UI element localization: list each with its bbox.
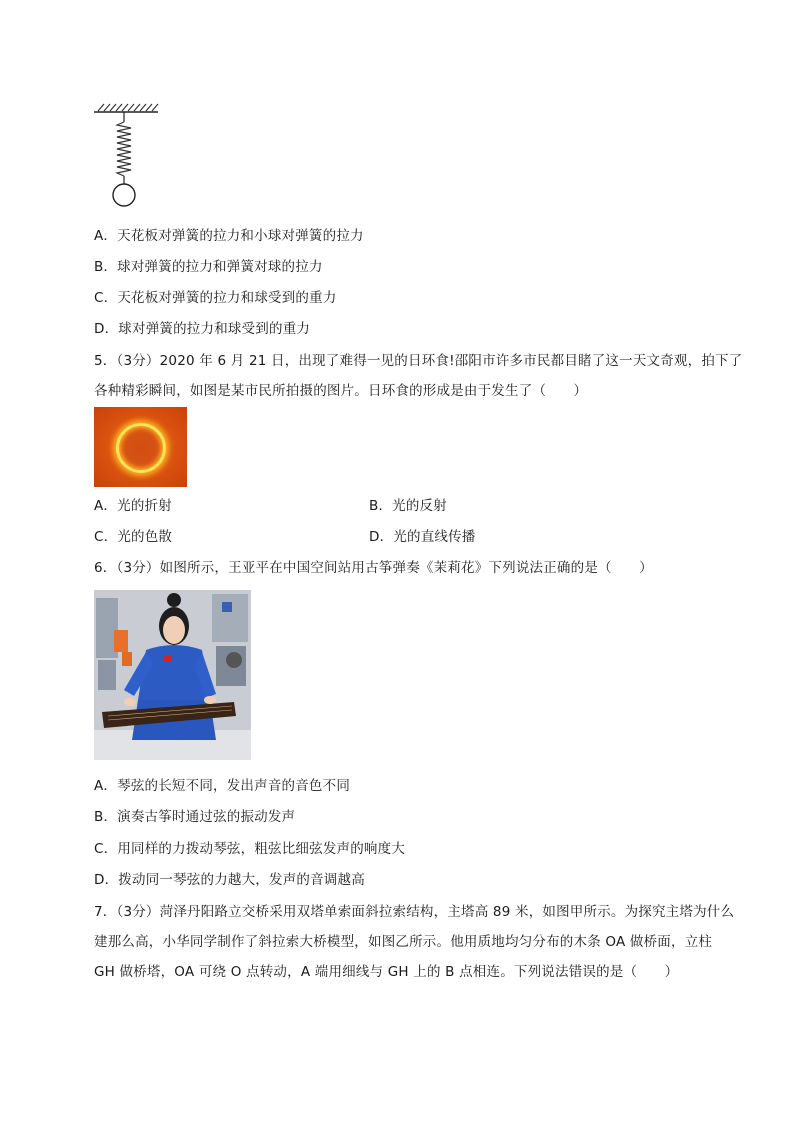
q5-option-c: C．光的色散 — [94, 529, 173, 545]
q7-stem-line1: 7．（3分）菏泽丹阳路立交桥采用双塔单索面斜拉索结构，主塔高 89 米，如图甲所示。为探究主塔为什么 — [94, 904, 735, 920]
q4-option-a: A．天花板对弹簧的拉力和小球对弹簧的拉力 — [94, 228, 364, 244]
q7-stem-line3: GH 做桥塔，OA 可绕 O 点转动，A 端用细线与 GH 上的 B 点相连。下列说法错误的是（ ） — [94, 964, 679, 980]
q5-option-d: D．光的直线传播 — [369, 529, 476, 545]
q6-option-b: B．演奏古筝时通过弦的振动发声 — [94, 809, 296, 825]
q6-option-c: C．用同样的力拨动琴弦，粗弦比细弦发声的响度大 — [94, 841, 406, 857]
q5-option-a: A．光的折射 — [94, 498, 172, 514]
q5-stem-line1: 5．（3分）2020 年 6 月 21 日，出现了难得一见的日环食!邵阳市许多市民都目睹了这一天文奇观，拍下了 — [94, 353, 743, 369]
q7-stem-line2: 建那么高，小华同学制作了斜拉索大桥模型，如图乙所示。他用质地均匀分布的木条 OA 做桥面，立柱 — [94, 934, 713, 950]
eclipse-ring — [116, 423, 166, 473]
q5-stem-line2: 各种精彩瞬间，如图是某市民所拍摄的图片。日环食的形成是由于发生了（ ） — [94, 383, 588, 399]
astronaut-illustration — [94, 590, 251, 760]
q4-option-c: C．天花板对弹簧的拉力和球受到的重力 — [94, 290, 337, 306]
spring-ball-figure — [90, 100, 162, 210]
annular-eclipse-photo — [94, 407, 187, 487]
q4-option-d: D．球对弹簧的拉力和球受到的重力 — [94, 321, 311, 337]
q5-option-b: B．光的反射 — [369, 498, 447, 514]
q6-option-d: D．拨动同一琴弦的力越大，发声的音调越高 — [94, 872, 365, 888]
q6-option-a: A．琴弦的长短不同，发出声音的音色不同 — [94, 778, 351, 794]
q4-option-b: B．球对弹簧的拉力和弹簧对球的拉力 — [94, 259, 323, 275]
q6-stem: 6．（3分）如图所示，王亚平在中国空间站用古筝弹奏《茉莉花》下列说法正确的是（ ） — [94, 560, 653, 576]
space-station-guzheng-photo — [94, 590, 251, 760]
